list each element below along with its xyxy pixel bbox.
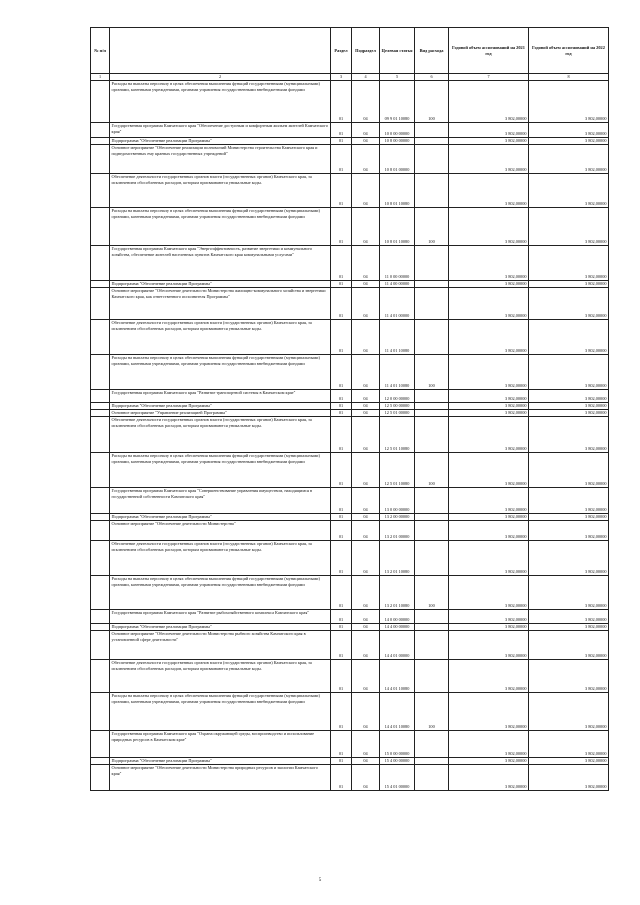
table-row [91, 138, 609, 145]
row-num-cell [91, 320, 110, 355]
row-subsection-cell: 04 [352, 138, 380, 145]
row-target-cell: 13 0 00 00000 [380, 488, 415, 514]
row-exptype-cell [415, 417, 449, 453]
row-num-cell [91, 410, 110, 417]
row-section-cell: 01 [331, 631, 352, 660]
budget-table-page [90, 27, 608, 791]
row-2021-cell: 3 802,00000 [449, 410, 529, 417]
row-section-cell: 01 [331, 660, 352, 693]
row-target-cell: 11 4 01 10080 [380, 320, 415, 355]
row-num-cell [91, 417, 110, 453]
row-subsection-cell: 04 [352, 521, 380, 541]
row-target-cell: 12 5 01 00000 [380, 410, 415, 417]
row-section-cell: 01 [331, 453, 352, 488]
row-name-cell: Подпрограмма "Обеспечение реализации Программы" [110, 138, 331, 145]
row-subsection-cell: 04 [352, 174, 380, 208]
row-2022-cell: 3 802,00000 [529, 576, 609, 610]
row-2022-cell: 3 802,00000 [529, 765, 609, 791]
row-num-cell [91, 576, 110, 610]
row-target-cell: 15 4 00 00000 [380, 758, 415, 765]
row-name-cell: Основное мероприятие "Обеспечение деятельности Министерства природных ресурсов и экологии Камчатского края" [110, 765, 331, 791]
row-2021-cell: 3 802,00000 [449, 123, 529, 138]
row-num-cell [91, 521, 110, 541]
row-section-cell: 01 [331, 320, 352, 355]
row-2021-cell: 3 802,00000 [449, 288, 529, 320]
row-target-cell: 11 4 01 10080 [380, 355, 415, 390]
row-2021-cell: 3 802,00000 [449, 731, 529, 758]
row-2021-cell: 3 802,00000 [449, 521, 529, 541]
row-2021-cell: 3 802,00000 [449, 355, 529, 390]
row-exptype-cell [415, 631, 449, 660]
row-2021-cell: 3 802,00000 [449, 610, 529, 624]
row-exptype-cell: 100 [415, 576, 449, 610]
row-exptype-cell: 100 [415, 355, 449, 390]
row-exptype-cell [415, 320, 449, 355]
row-subsection-cell: 04 [352, 541, 380, 576]
row-subsection-cell: 04 [352, 631, 380, 660]
row-2021-cell: 3 802,00000 [449, 631, 529, 660]
row-exptype-cell [415, 624, 449, 631]
table-row [91, 576, 609, 610]
row-2022-cell: 3 802,00000 [529, 123, 609, 138]
row-target-cell: 12 5 00 00000 [380, 403, 415, 410]
row-section-cell: 01 [331, 765, 352, 791]
row-2022-cell: 3 802,00000 [529, 541, 609, 576]
row-exptype-cell [415, 765, 449, 791]
row-name-cell: Расходы на выплаты персоналу в целях обеспечения выполнения функций государственными (муниципальными) органами, казенными учреждениями, органами управления государственными внебюджетными фондами [110, 453, 331, 488]
row-name-cell: Основное мероприятие "Обеспечение реализации полномочий Министерства строительства Камчатского края и подведомственных ему краевых государственных учреждений" [110, 145, 331, 174]
row-subsection-cell: 04 [352, 765, 380, 791]
row-subsection-cell: 04 [352, 208, 380, 246]
row-target-cell: 12 5 01 10080 [380, 417, 415, 453]
row-num-cell [91, 610, 110, 624]
index-cell: 5 [380, 74, 415, 81]
row-target-cell: 14 4 01 10080 [380, 693, 415, 731]
row-name-cell: Основное мероприятие "Обеспечение деятельности Министерства жилищно-коммунального хозяйства и энергетики Камчатского края, как ответственного исполнителя Программы" [110, 288, 331, 320]
row-2021-cell: 3 802,00000 [449, 246, 529, 281]
row-2021-cell: 3 802,00000 [449, 138, 529, 145]
row-subsection-cell: 04 [352, 576, 380, 610]
row-subsection-cell: 04 [352, 410, 380, 417]
table-row [91, 288, 609, 320]
row-section-cell: 01 [331, 488, 352, 514]
table-row [91, 758, 609, 765]
row-exptype-cell [415, 514, 449, 521]
row-2022-cell: 3 802,00000 [529, 355, 609, 390]
row-target-cell: 10 8 01 10080 [380, 174, 415, 208]
row-2022-cell: 3 802,00000 [529, 281, 609, 288]
table-row [91, 488, 609, 514]
row-2022-cell: 3 802,00000 [529, 631, 609, 660]
row-exptype-cell: 100 [415, 81, 449, 123]
row-target-cell: 15 4 01 00000 [380, 765, 415, 791]
row-name-cell: Расходы на выплаты персоналу в целях обеспечения выполнения функций государственными (муниципальными) органами, казенными учреждениями, органами управления государственными внебюджетными фондами [110, 81, 331, 123]
row-exptype-cell [415, 731, 449, 758]
row-subsection-cell: 04 [352, 758, 380, 765]
row-2021-cell: 3 802,00000 [449, 693, 529, 731]
row-2021-cell: 3 802,00000 [449, 453, 529, 488]
row-target-cell: 10 0 00 00000 [380, 123, 415, 138]
table-row [91, 390, 609, 403]
row-2022-cell: 3 802,00000 [529, 610, 609, 624]
row-target-cell: 11 4 01 00000 [380, 288, 415, 320]
row-target-cell: 14 4 01 10080 [380, 660, 415, 693]
row-target-cell: 12 0 00 00000 [380, 390, 415, 403]
row-target-cell: 15 0 00 00000 [380, 731, 415, 758]
row-2022-cell: 3 802,00000 [529, 246, 609, 281]
row-2021-cell: 3 802,00000 [449, 417, 529, 453]
index-cell: 3 [331, 74, 352, 81]
table-row [91, 610, 609, 624]
row-name-cell: Обеспечение деятельности государственных органов власти (государственных органов) Камчатского края, за исключением обособленных расходов, которым присваиваются уникальные коды. [110, 320, 331, 355]
row-2021-cell: 3 802,00000 [449, 81, 529, 123]
row-section-cell: 01 [331, 288, 352, 320]
row-subsection-cell: 04 [352, 488, 380, 514]
table-row [91, 624, 609, 631]
row-name-cell: Государственная программа Камчатского края "Совершенствование управления имуществом, находящимся в государственной собственности Камчатского края" [110, 488, 331, 514]
row-2022-cell: 3 802,00000 [529, 758, 609, 765]
index-cell: 8 [529, 74, 609, 81]
row-exptype-cell [415, 403, 449, 410]
row-subsection-cell: 04 [352, 453, 380, 488]
row-2022-cell: 3 802,00000 [529, 453, 609, 488]
header-subsection: Подраздел [352, 28, 380, 74]
row-num-cell [91, 288, 110, 320]
row-exptype-cell [415, 758, 449, 765]
row-num-cell [91, 488, 110, 514]
header-exptype: Вид расхода [415, 28, 449, 74]
row-section-cell: 01 [331, 81, 352, 123]
row-2021-cell: 3 802,00000 [449, 660, 529, 693]
table-row [91, 246, 609, 281]
row-target-cell: 13 2 01 10080 [380, 576, 415, 610]
row-section-cell: 01 [331, 403, 352, 410]
row-num-cell [91, 765, 110, 791]
table-row [91, 174, 609, 208]
row-num-cell [91, 541, 110, 576]
row-exptype-cell [415, 541, 449, 576]
row-2022-cell: 3 802,00000 [529, 660, 609, 693]
row-exptype-cell: 100 [415, 208, 449, 246]
header-num: № п/п [91, 28, 110, 74]
row-name-cell: Обеспечение деятельности государственных органов власти (государственных органов) Камчатского края, за исключением обособленных расходов, которым присваиваются уникальные коды. [110, 660, 331, 693]
column-index-row [91, 74, 609, 81]
row-section-cell: 01 [331, 174, 352, 208]
row-section-cell: 01 [331, 576, 352, 610]
row-2022-cell: 3 802,00000 [529, 390, 609, 403]
row-2022-cell: 3 802,00000 [529, 320, 609, 355]
row-2022-cell: 3 802,00000 [529, 693, 609, 731]
table-row [91, 123, 609, 138]
row-name-cell: Государственная программа Камчатского края "Развитие рыбохозяйственного комплекса Камчатского края" [110, 610, 331, 624]
row-section-cell: 01 [331, 521, 352, 541]
row-section-cell: 01 [331, 355, 352, 390]
row-name-cell: Подпрограмма "Обеспечение реализации Программы" [110, 514, 331, 521]
row-2022-cell: 3 802,00000 [529, 145, 609, 174]
row-2021-cell: 3 802,00000 [449, 514, 529, 521]
row-2022-cell: 3 802,00000 [529, 417, 609, 453]
row-subsection-cell: 04 [352, 246, 380, 281]
row-2021-cell: 3 802,00000 [449, 765, 529, 791]
row-num-cell [91, 758, 110, 765]
row-num-cell [91, 631, 110, 660]
row-section-cell: 01 [331, 417, 352, 453]
row-section-cell: 01 [331, 208, 352, 246]
row-num-cell [91, 403, 110, 410]
row-name-cell: Подпрограмма "Обеспечение реализации Программы" [110, 758, 331, 765]
row-num-cell [91, 453, 110, 488]
row-target-cell: 14 4 01 00000 [380, 631, 415, 660]
row-num-cell [91, 514, 110, 521]
table-row [91, 731, 609, 758]
row-name-cell: Расходы на выплаты персоналу в целях обеспечения выполнения функций государственными (муниципальными) органами, казенными учреждениями, органами управления государственными внебюджетными фондами [110, 208, 331, 246]
row-section-cell: 01 [331, 246, 352, 281]
row-exptype-cell [415, 246, 449, 281]
row-name-cell: Государственная программа Камчатского края "Энергоэффективность, развитие энергетики и коммунального хозяйства, обеспечение жителей населенных пунктов Камчатского края коммунальными услугами" [110, 246, 331, 281]
row-target-cell: 10 8 01 00000 [380, 145, 415, 174]
row-target-cell: 11 4 00 00000 [380, 281, 415, 288]
row-subsection-cell: 04 [352, 281, 380, 288]
row-name-cell: Расходы на выплаты персоналу в целях обеспечения выполнения функций государственными (муниципальными) органами, казенными учреждениями, органами управления государственными внебюджетными фондами [110, 355, 331, 390]
row-num-cell [91, 246, 110, 281]
row-2022-cell: 3 802,00000 [529, 208, 609, 246]
row-subsection-cell: 04 [352, 731, 380, 758]
row-2022-cell: 3 802,00000 [529, 521, 609, 541]
row-name-cell: Основное мероприятие "Обеспечение деятельности Министерства" [110, 521, 331, 541]
table-row [91, 410, 609, 417]
row-exptype-cell [415, 145, 449, 174]
row-subsection-cell: 04 [352, 514, 380, 521]
row-2021-cell: 3 802,00000 [449, 758, 529, 765]
row-subsection-cell: 04 [352, 610, 380, 624]
row-2022-cell: 3 802,00000 [529, 488, 609, 514]
row-target-cell: 13 2 01 00000 [380, 521, 415, 541]
row-num-cell [91, 138, 110, 145]
row-2022-cell: 3 802,00000 [529, 514, 609, 521]
row-2021-cell: 3 802,00000 [449, 541, 529, 576]
row-2021-cell: 3 802,00000 [449, 320, 529, 355]
row-num-cell [91, 145, 110, 174]
row-num-cell [91, 174, 110, 208]
row-2022-cell: 3 802,00000 [529, 403, 609, 410]
row-name-cell: Государственная программа Камчатского края "Охрана окружающей среды, воспроизводство и использование природных ресурсов в Камчатском крае" [110, 731, 331, 758]
table-row [91, 453, 609, 488]
row-name-cell: Обеспечение деятельности государственных органов власти (государственных органов) Камчатского края, за исключением обособленных расходов, которым присваиваются уникальные коды. [110, 541, 331, 576]
row-exptype-cell [415, 123, 449, 138]
row-exptype-cell [415, 610, 449, 624]
row-section-cell: 01 [331, 541, 352, 576]
row-name-cell: Основное мероприятие "Обеспечение деятельности Министерства рыбного хозяйства Камчатского края в установленной сфере деятельности" [110, 631, 331, 660]
row-name-cell: Государственная программа Камчатского края "Развитие транспортной системы в Камчатском крае" [110, 390, 331, 403]
row-exptype-cell [415, 288, 449, 320]
row-name-cell: Обеспечение деятельности государственных органов власти (государственных органов) Камчатского края, за исключением обособленных расходов, которым присваиваются уникальные коды. [110, 417, 331, 453]
row-section-cell: 01 [331, 758, 352, 765]
table-row [91, 660, 609, 693]
row-exptype-cell [415, 390, 449, 403]
row-name-cell: Расходы на выплаты персоналу в целях обеспечения выполнения функций государственными (муниципальными) органами, казенными учреждениями, органами управления государственными внебюджетными фондами [110, 693, 331, 731]
row-target-cell: 14 0 00 00000 [380, 610, 415, 624]
row-section-cell: 01 [331, 624, 352, 631]
row-name-cell: Государственная программа Камчатского края "Обеспечение доступным и комфортным жильем жителей Камчатского края" [110, 123, 331, 138]
header-target: Целевая статья [380, 28, 415, 74]
row-num-cell [91, 693, 110, 731]
row-subsection-cell: 04 [352, 390, 380, 403]
table-row [91, 145, 609, 174]
row-exptype-cell [415, 410, 449, 417]
row-section-cell: 01 [331, 123, 352, 138]
index-cell: 6 [415, 74, 449, 81]
table-row [91, 281, 609, 288]
row-subsection-cell: 04 [352, 123, 380, 138]
table-row [91, 208, 609, 246]
row-target-cell: 11 0 00 00000 [380, 246, 415, 281]
row-section-cell: 01 [331, 390, 352, 403]
table-row [91, 765, 609, 791]
header-2021: Годовой объем ассигнований на 2021 год [449, 28, 529, 74]
row-num-cell [91, 660, 110, 693]
row-exptype-cell: 100 [415, 693, 449, 731]
row-2021-cell: 3 802,00000 [449, 576, 529, 610]
table-row [91, 403, 609, 410]
row-subsection-cell: 04 [352, 288, 380, 320]
index-cell: 4 [352, 74, 380, 81]
row-2021-cell: 3 802,00000 [449, 390, 529, 403]
row-2021-cell: 3 802,00000 [449, 624, 529, 631]
row-2022-cell: 3 802,00000 [529, 81, 609, 123]
row-exptype-cell [415, 281, 449, 288]
table-header-row [91, 28, 609, 74]
row-name-cell: Основное мероприятие "Управление реализацией Программы" [110, 410, 331, 417]
row-2021-cell: 3 802,00000 [449, 488, 529, 514]
row-2021-cell: 3 802,00000 [449, 174, 529, 208]
row-target-cell: 13 2 01 10080 [380, 541, 415, 576]
row-exptype-cell [415, 521, 449, 541]
row-section-cell: 01 [331, 281, 352, 288]
table-row [91, 631, 609, 660]
row-subsection-cell: 04 [352, 693, 380, 731]
row-section-cell: 01 [331, 514, 352, 521]
row-2021-cell: 3 802,00000 [449, 281, 529, 288]
row-name-cell: Подпрограмма "Обеспечение реализации Программы" [110, 281, 331, 288]
row-2022-cell: 3 802,00000 [529, 174, 609, 208]
index-cell: 2 [110, 74, 331, 81]
row-num-cell [91, 208, 110, 246]
row-2022-cell: 3 802,00000 [529, 624, 609, 631]
row-num-cell [91, 390, 110, 403]
row-num-cell [91, 281, 110, 288]
row-section-cell: 01 [331, 731, 352, 758]
row-exptype-cell [415, 488, 449, 514]
row-target-cell: 14 4 00 00000 [380, 624, 415, 631]
table-row [91, 541, 609, 576]
budget-table [90, 27, 609, 791]
page-number: 5 [318, 878, 322, 883]
row-exptype-cell [415, 138, 449, 145]
row-subsection-cell: 04 [352, 417, 380, 453]
header-section: Раздел [331, 28, 352, 74]
index-cell: 7 [449, 74, 529, 81]
row-section-cell: 01 [331, 410, 352, 417]
table-row [91, 355, 609, 390]
row-2022-cell: 3 802,00000 [529, 731, 609, 758]
row-2021-cell: 3 802,00000 [449, 403, 529, 410]
row-num-cell [91, 624, 110, 631]
row-section-cell: 01 [331, 610, 352, 624]
table-row [91, 320, 609, 355]
row-name-cell: Расходы на выплаты персоналу в целях обеспечения выполнения функций государственными (муниципальными) органами, казенными учреждениями, органами управления государственными внебюджетными фондами [110, 576, 331, 610]
row-subsection-cell: 04 [352, 355, 380, 390]
table-row [91, 81, 609, 123]
row-section-cell: 01 [331, 693, 352, 731]
row-target-cell: 12 5 01 10080 [380, 453, 415, 488]
row-subsection-cell: 04 [352, 81, 380, 123]
table-row [91, 521, 609, 541]
row-exptype-cell: 100 [415, 453, 449, 488]
row-target-cell: 10 8 01 10080 [380, 208, 415, 246]
row-2022-cell: 3 802,00000 [529, 410, 609, 417]
row-2022-cell: 3 802,00000 [529, 138, 609, 145]
row-exptype-cell [415, 660, 449, 693]
table-row [91, 693, 609, 731]
row-name-cell: Подпрограмма "Обеспечение реализации Программы" [110, 624, 331, 631]
row-section-cell: 01 [331, 138, 352, 145]
table-row [91, 514, 609, 521]
row-num-cell [91, 123, 110, 138]
row-num-cell [91, 355, 110, 390]
row-target-cell: 09 9 01 10080 [380, 81, 415, 123]
header-2022: Годовой объем ассигнований на 2022 год [529, 28, 609, 74]
row-num-cell [91, 81, 110, 123]
row-subsection-cell: 04 [352, 320, 380, 355]
row-section-cell: 01 [331, 145, 352, 174]
row-subsection-cell: 04 [352, 145, 380, 174]
table-row [91, 417, 609, 453]
row-subsection-cell: 04 [352, 403, 380, 410]
row-2021-cell: 3 802,00000 [449, 145, 529, 174]
row-target-cell: 10 8 00 00000 [380, 138, 415, 145]
index-cell: 1 [91, 74, 110, 81]
row-exptype-cell [415, 174, 449, 208]
row-subsection-cell: 04 [352, 660, 380, 693]
row-name-cell: Обеспечение деятельности государственных органов власти (государственных органов) Камчатского края, за исключением обособленных расходов, которым присваиваются уникальные коды. [110, 174, 331, 208]
row-2022-cell: 3 802,00000 [529, 288, 609, 320]
header-name [110, 28, 331, 74]
row-target-cell: 13 2 00 00000 [380, 514, 415, 521]
row-num-cell [91, 731, 110, 758]
row-subsection-cell: 04 [352, 624, 380, 631]
row-2021-cell: 3 802,00000 [449, 208, 529, 246]
row-name-cell: Подпрограмма "Обеспечение реализации Программы" [110, 403, 331, 410]
